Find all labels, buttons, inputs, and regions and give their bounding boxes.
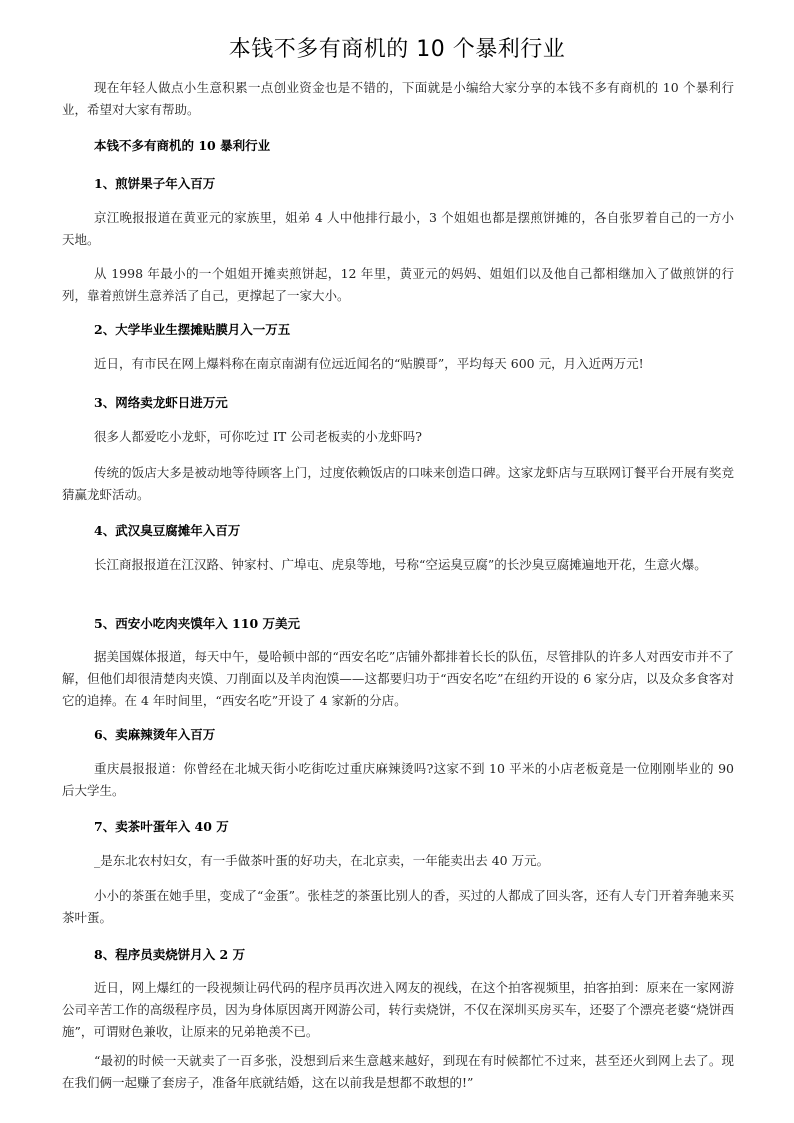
section-heading-3: 3、网络卖龙虾日进万元 [94,395,228,410]
paragraph: 从 1998 年最小的一个姐姐开摊卖煎饼起，12 年里，黄亚元的妈妈、姐姐们以及他自己都相继加入了做煎饼的行列，靠着煎饼生意养活了自己，更撑起了一家大小。 [62,266,734,303]
paragraph: 传统的饭店大多是被动地等待顾客上门，过度依赖饭店的口味来创造口碑。这家龙虾店与互联网订餐平台开展有奖竞猜赢龙虾活动。 [62,465,734,502]
paragraph: 近日，网上爆红的一段视频让码代码的程序员再次进入网友的视线，在这个拍客视频里，拍客拍到：原来在一家网游公司辛苦工作的高级程序员，因为身体原因离开网游公司，转行卖烧饼，不仅在深圳买房买车，还娶了个漂亮老婆“烧饼西施”，可谓财色兼收，让原来的兄弟艳羡不已。 [62,980,734,1039]
section-heading-7: 7、卖茶叶蛋年入 40 万 [94,819,229,834]
intro-paragraph: 现在年轻人做点小生意积累一点创业资金也是不错的，下面就是小编给大家分享的本钱不多有商机的 10 个暴利行业，希望对大家有帮助。 [62,80,734,117]
main-heading: 本钱不多有商机的 10 暴利行业 [94,138,271,153]
section-heading-4: 4、武汉臭豆腐摊年入百万 [94,523,241,538]
document-title: 本钱不多有商机的 10 个暴利行业 [228,37,566,62]
paragraph: 小小的茶蛋在她手里，变成了“金蛋”。张桂芝的茶蛋比别人的香，买过的人都成了回头客，还有人专门开着奔驰来买茶叶蛋。 [62,888,734,925]
paragraph: _是东北农村妇女，有一手做茶叶蛋的好功夫，在北京卖，一年能卖出去 40 万元。 [94,853,550,868]
paragraph: 长江商报报道在江汉路、钟家村、广埠屯、虎泉等地，号称“空运臭豆腐”的长沙臭豆腐摊遍地开花，生意火爆。 [94,557,707,572]
paragraph: 据美国媒体报道，每天中午，曼哈顿中部的“西安名吃”店铺外都排着长长的队伍，尽管排队的许多人对西安市并不了解，但他们却很清楚肉夹馍、刀削面以及羊肉泡馍——这都要归功于“西安名吃”在纽约开设的 6 家分店，以及众多食客对它的追捧。在 4 年时间里，“西安名吃”开设了 4 家新的分店。 [62,649,734,708]
paragraph: 很多人都爱吃小龙虾，可你吃过 IT 公司老板卖的小龙虾吗? [94,429,422,444]
section-heading-5: 5、西安小吃肉夹馍年入 110 万美元 [94,616,300,631]
section-heading-8: 8、程序员卖烧饼月入 2 万 [94,947,246,962]
section-heading-2: 2、大学毕业生摆摊贴膜月入一万五 [94,322,291,337]
section-heading-6: 6、卖麻辣烫年入百万 [94,727,216,742]
paragraph: “最初的时候一天就卖了一百多张，没想到后来生意越来越好，到现在有时候都忙不过来，甚至还火到网上去了。现在我们俩一起赚了套房子，准备年底就结婚，这在以前我是想都不敢想的!” [62,1053,734,1090]
section-heading-1: 1、煎饼果子年入百万 [94,176,216,191]
paragraph: 京江晚报报道在黄亚元的家族里，姐弟 4 人中他排行最小，3 个姐姐也都是摆煎饼摊的，各自张罗着自己的一方小天地。 [62,210,734,247]
paragraph: 重庆晨报报道：你曾经在北城天街小吃街吃过重庆麻辣烫吗?这家不到 10 平米的小店老板竟是一位刚刚毕业的 90 后大学生。 [62,761,734,798]
paragraph: 近日，有市民在网上爆料称在南京南湖有位远近闻名的“贴膜哥”，平均每天 600 元，月入近两万元! [94,356,644,371]
